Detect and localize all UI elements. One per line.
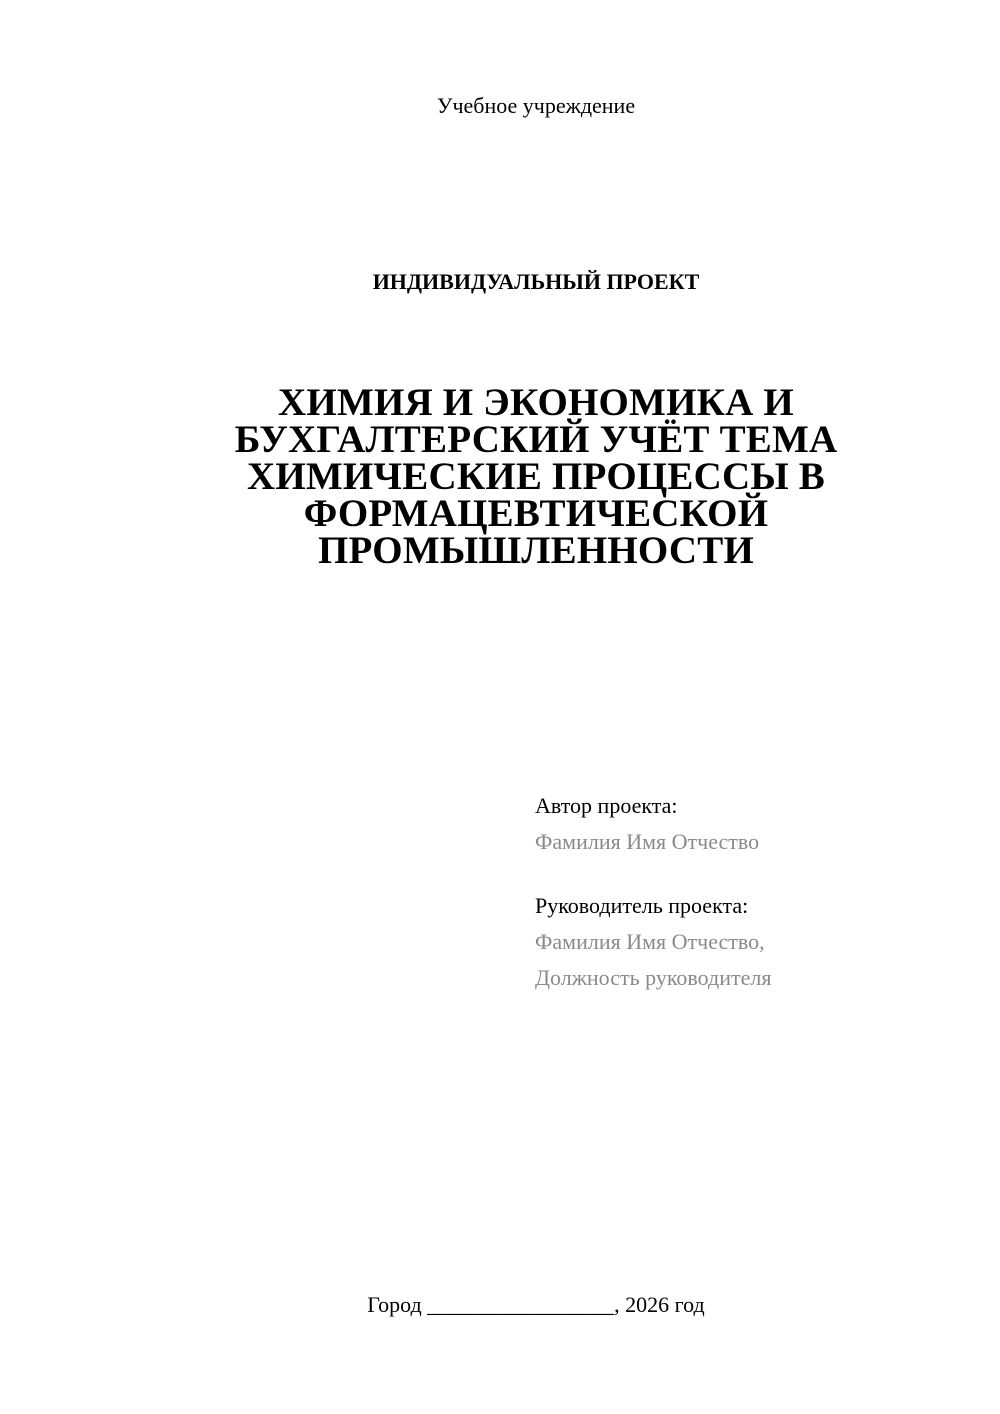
- document-type: ИНДИВИДУАЛЬНЫЙ ПРОЕКТ: [372, 269, 700, 294]
- title-line: БУХГАЛТЕРСКИЙ УЧЁТ ТЕМА: [234, 418, 838, 461]
- document-title: [186, 381, 886, 572]
- institution-name: Учебное учреждение: [436, 93, 636, 118]
- authors-block: [535, 788, 975, 996]
- spacer: [535, 860, 975, 888]
- supervisor-position: Должность руководителя: [535, 965, 772, 990]
- author-label: Автор проекта:: [535, 793, 678, 818]
- author-name: Фамилия Имя Отчество: [535, 829, 760, 854]
- title-line: ХИМИЧЕСКИЕ ПРОЦЕССЫ В: [246, 455, 826, 498]
- title-line: ФОРМАЦЕВТИЧЕСКОЙ: [303, 492, 769, 535]
- title-line: ХИМИЯ И ЭКОНОМИКА И: [278, 381, 794, 424]
- supervisor-label: Руководитель проекта:: [535, 893, 749, 918]
- city-year-line: Город _________________, 2026 год: [367, 1292, 705, 1317]
- title-line: ПРОМЫШЛЕННОСТИ: [317, 529, 755, 572]
- supervisor-name: Фамилия Имя Отчество,: [535, 929, 765, 954]
